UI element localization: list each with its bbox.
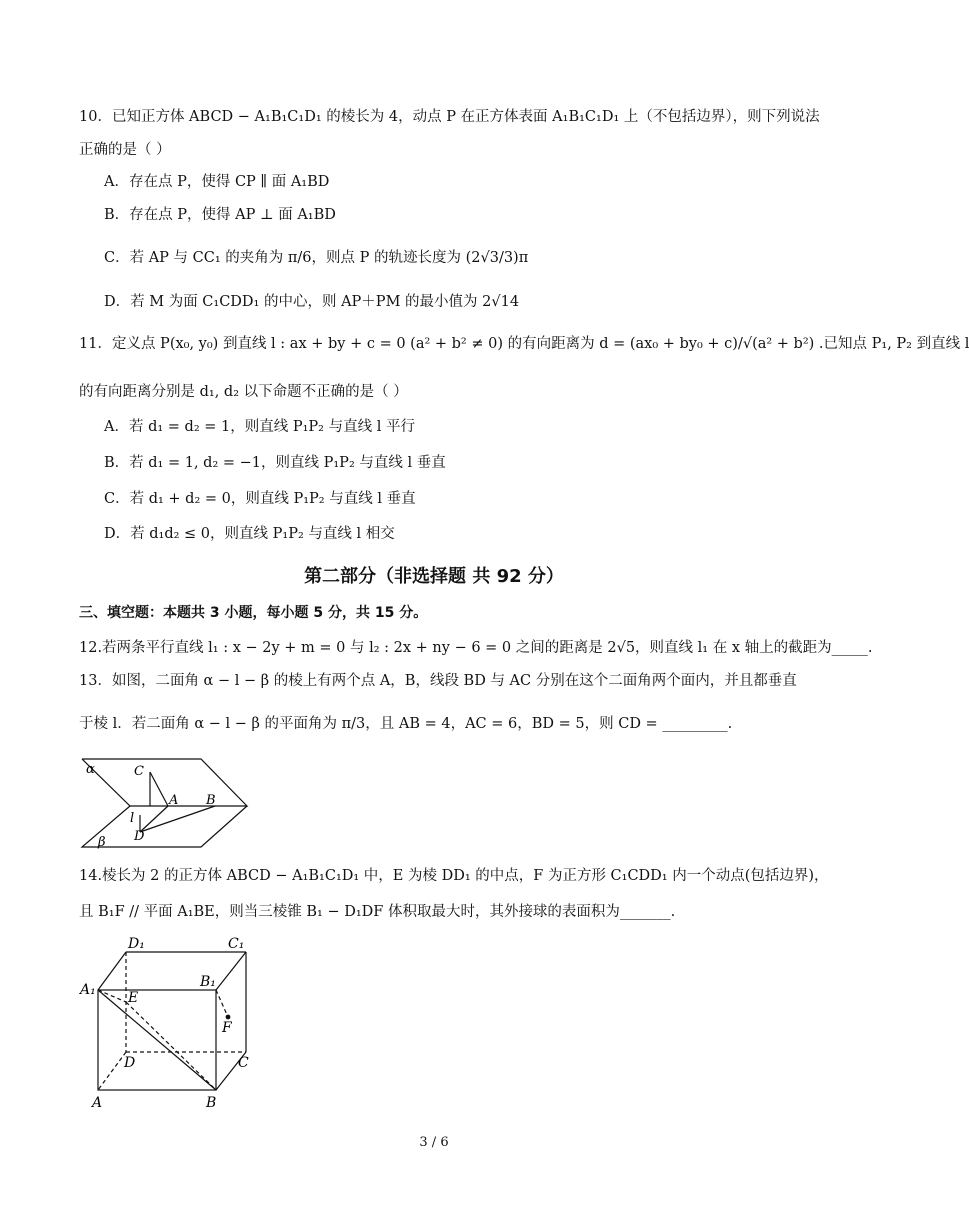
fig14-label-a: A bbox=[92, 1095, 103, 1111]
section-title: 第二部分（非选择题 共 92 分） bbox=[304, 566, 564, 587]
q10-option-c: C．若 AP 与 CC₁ 的夹角为 π/6，则点 P 的轨迹长度为 (2√3/3)π bbox=[104, 250, 529, 266]
fig14-label-d: D bbox=[124, 1055, 136, 1071]
q10-stem-line1: 10．已知正方体 ABCD − A₁B₁C₁D₁ 的棱长为 4，动点 P 在正方体表面 A₁B₁C₁D₁ 上（不包括边界），则下列说法 bbox=[79, 109, 820, 125]
q11-option-a: A．若 d₁ = d₂ = 1，则直线 P₁P₂ 与直线 l 平行 bbox=[104, 419, 415, 435]
fill-blank-heading: 三、填空题：本题共 3 小题，每小题 5 分，共 15 分。 bbox=[79, 605, 428, 621]
fig14-label-c: C bbox=[238, 1055, 249, 1071]
q11-stem-line2: 的有向距离分别是 d₁, d₂ 以下命题不正确的是（ ） bbox=[79, 384, 408, 400]
point-f-marker bbox=[226, 1015, 231, 1020]
dihedral-angle-figure bbox=[78, 755, 253, 855]
fig13-label-l: l bbox=[130, 811, 135, 826]
q10-option-d: D．若 M 为面 C₁CDD₁ 的中心，则 AP＋PM 的最小值为 2√14 bbox=[104, 294, 520, 310]
fig13-label-a: A bbox=[169, 793, 179, 808]
fig14-label-d1: D₁ bbox=[128, 936, 145, 952]
q13-line2: 于棱 l．若二面角 α − l − β 的平面角为 π/3，且 AB = 4，AC = 6，BD = 5，则 CD = _________. bbox=[79, 716, 733, 732]
fig13-label-d: D bbox=[134, 829, 145, 844]
fig13-label-c: C bbox=[134, 764, 144, 779]
fig14-label-b1: B₁ bbox=[200, 974, 216, 990]
q11-option-d: D．若 d₁d₂ ≤ 0，则直线 P₁P₂ 与直线 l 相交 bbox=[104, 526, 395, 542]
cube-figure bbox=[78, 932, 263, 1112]
q11-stem-line1: 11．定义点 P(x₀, y₀) 到直线 l : ax + by + c = 0 (a² + b² ≠ 0) 的有向距离为 d = (ax₀ + by₀ + c)/√(a² + b²) .已知点 P₁, P₂ 到直线 l bbox=[79, 336, 969, 352]
q10-option-b: B．存在点 P，使得 AP ⊥ 面 A₁BD bbox=[104, 207, 336, 223]
fig13-label-alpha: α bbox=[86, 762, 95, 777]
fig14-label-a1: A₁ bbox=[80, 982, 96, 998]
q13-line1: 13．如图，二面角 α − l − β 的棱上有两个点 A，B，线段 BD 与 AC 分别在这个二面角两个面内，并且都垂直 bbox=[79, 673, 797, 689]
fig14-label-e: E bbox=[128, 990, 139, 1006]
page-number: 3 / 6 bbox=[419, 1135, 449, 1150]
q11-option-c: C．若 d₁ + d₂ = 0，则直线 P₁P₂ 与直线 l 垂直 bbox=[104, 491, 416, 507]
fig14-label-f: F bbox=[222, 1020, 232, 1036]
q11-option-b: B．若 d₁ = 1, d₂ = −1，则直线 P₁P₂ 与直线 l 垂直 bbox=[104, 455, 446, 471]
q12-text: 12.若两条平行直线 l₁ : x − 2y + m = 0 与 l₂ : 2x + ny − 6 = 0 之间的距离是 2√5，则直线 l₁ 在 x 轴上的截距为_____. bbox=[79, 640, 873, 656]
fig13-label-beta: β bbox=[98, 835, 106, 850]
fig13-label-b: B bbox=[206, 793, 216, 808]
q10-stem-line2: 正确的是（ ） bbox=[79, 142, 171, 158]
q14-line2: 且 B₁F // 平面 A₁BE，则当三棱锥 B₁ − D₁DF 体积取最大时，其外接球的表面积为_______. bbox=[79, 904, 676, 920]
fig14-label-b: B bbox=[206, 1095, 217, 1111]
q14-line1: 14.棱长为 2 的正方体 ABCD − A₁B₁C₁D₁ 中，E 为棱 DD₁ 的中点，F 为正方形 C₁CDD₁ 内一个动点(包括边界)， bbox=[79, 868, 829, 884]
fig14-label-c1: C₁ bbox=[228, 936, 245, 952]
q10-option-a: A．存在点 P，使得 CP ∥ 面 A₁BD bbox=[104, 174, 330, 190]
